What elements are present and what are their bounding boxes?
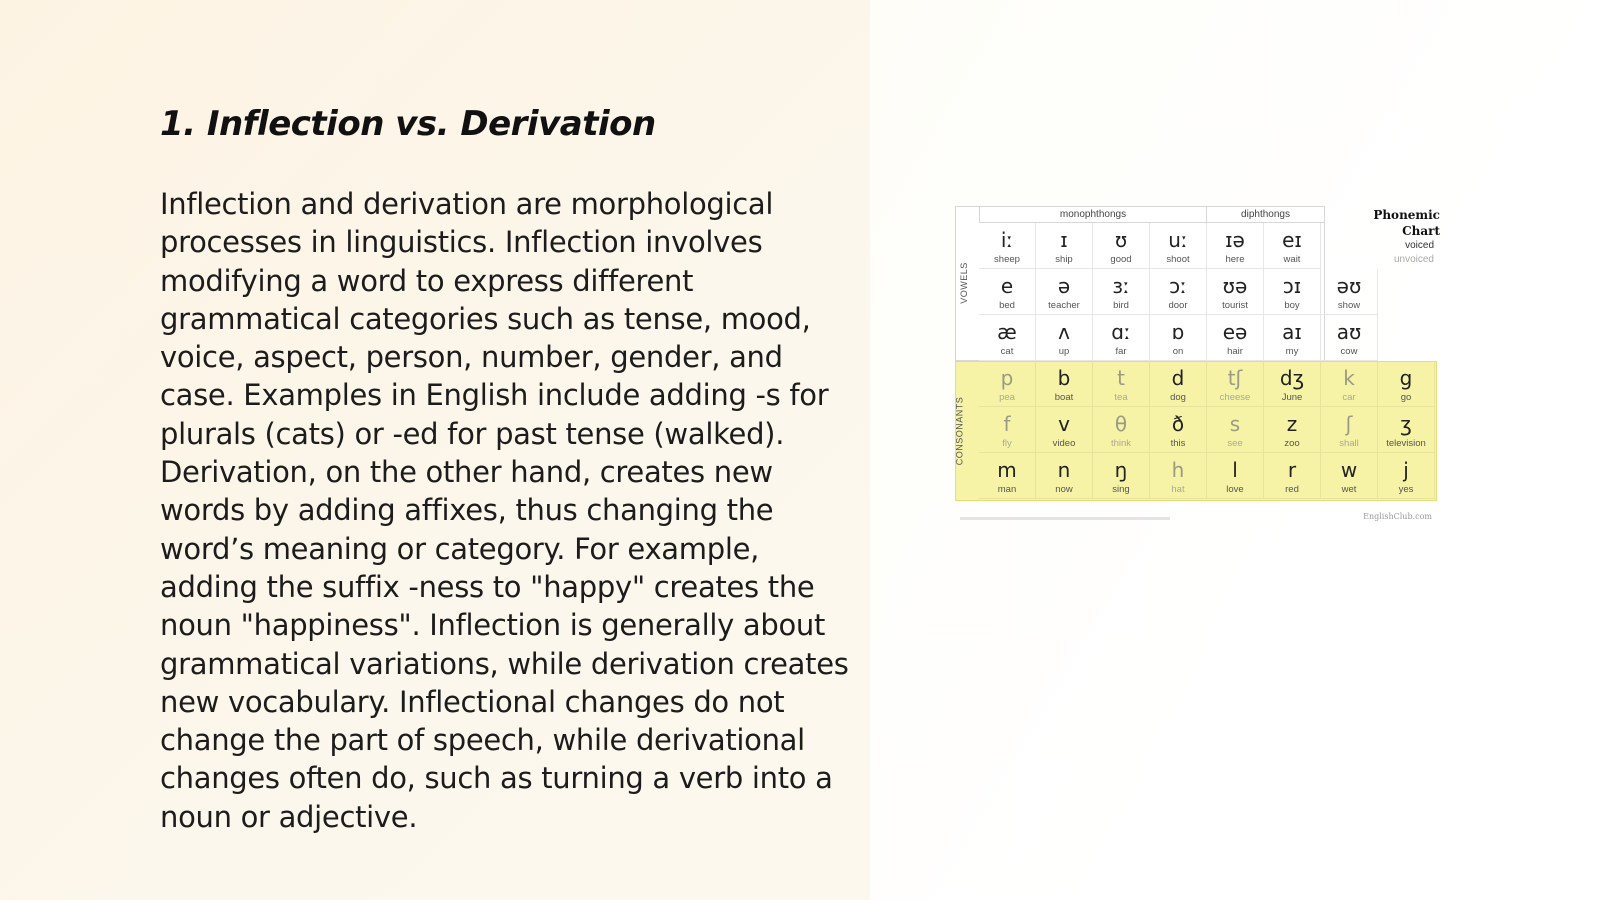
vowel-cell [1150, 223, 1207, 269]
vowel-cell [1207, 223, 1264, 269]
phoneme-symbol: eɪ [1282, 228, 1302, 252]
example-word: wait [1283, 254, 1301, 265]
phoneme-symbol: ʒ [1400, 412, 1412, 436]
vowel-cell [1321, 269, 1378, 315]
phoneme-symbol: w [1340, 458, 1358, 482]
vowel-cell [1207, 315, 1264, 361]
phoneme-symbol: f [1003, 412, 1011, 436]
example-word: door [1168, 300, 1188, 311]
legend-unvoiced: unvoiced [1393, 254, 1434, 265]
consonant-cell [979, 361, 1036, 407]
vowel-cell [979, 315, 1036, 361]
example-word: love [1226, 484, 1244, 495]
consonant-cell [1321, 453, 1378, 499]
example-word: cheese [1219, 392, 1251, 403]
example-word: bed [999, 300, 1015, 311]
phoneme-symbol: dʒ [1279, 366, 1305, 390]
vowel-cell [1150, 315, 1207, 361]
phoneme-symbol: t [1117, 366, 1125, 390]
consonant-cell [1093, 407, 1150, 453]
example-word: far [1115, 346, 1127, 357]
example-word: this [1170, 438, 1186, 449]
example-word: ship [1055, 254, 1073, 265]
example-word: cat [1000, 346, 1014, 357]
example-word: my [1285, 346, 1299, 357]
phoneme-symbol: æ [997, 320, 1017, 344]
example-word: zoo [1284, 438, 1300, 449]
slide-body-text: Inflection and derivation are morphological processes in linguistics. Inflection involves modifying a word to express different grammatical categories such as tense, mood, voice, aspect, person, number, gender, and case. Examples in English include adding -s for plurals (cats) or -ed for past tense (walked). Derivation, on the other hand, creates new words by adding affixes, thus changing the word’s meaning or category. For example, adding the suffix -ness to "happy" creates the noun "happiness". Inflection is generally about grammatical variations, while derivation creates new vocabulary. Inflectional changes do not change the part of speech, while derivational changes often do, such as turning a verb into a noun or adjective. [160, 187, 849, 834]
vowel-cell [1150, 269, 1207, 315]
vowel-cell [1093, 315, 1150, 361]
consonant-cell [1264, 407, 1321, 453]
example-word: show [1337, 300, 1361, 311]
consonant-cell [1093, 361, 1150, 407]
example-word: June [1281, 392, 1303, 403]
consonant-cell [1150, 361, 1207, 407]
phoneme-symbol: ʊ [1114, 228, 1128, 252]
phoneme-symbol: aɪ [1282, 320, 1302, 344]
consonant-cell [1207, 453, 1264, 499]
phoneme-symbol: ʊə [1222, 274, 1248, 298]
example-word: car [1342, 392, 1356, 403]
example-word: video [1052, 438, 1076, 449]
vowel-cell [1264, 315, 1321, 361]
consonant-cell [1150, 453, 1207, 499]
vowel-cell [1036, 223, 1093, 269]
example-word: television [1386, 438, 1426, 449]
example-word: good [1110, 254, 1132, 265]
consonant-cell [979, 407, 1036, 453]
consonant-cell [1036, 361, 1093, 407]
phoneme-symbol: ð [1171, 412, 1185, 436]
consonant-cell [1264, 453, 1321, 499]
label-consonants: CONSONANTS [954, 396, 965, 466]
phoneme-symbol: l [1232, 458, 1238, 482]
header-diphthongs: diphthongs [1206, 207, 1324, 223]
example-word: red [1285, 484, 1299, 495]
consonant-cell [1378, 453, 1435, 499]
example-word: shoot [1166, 254, 1190, 265]
vowel-cell [1321, 315, 1378, 361]
vowel-cell [1207, 269, 1264, 315]
legend-voiced: voiced [1405, 240, 1434, 251]
consonant-cell [1378, 361, 1435, 407]
consonant-cell [1150, 407, 1207, 453]
example-word: tea [1114, 392, 1128, 403]
phoneme-symbol: ɔː [1169, 274, 1187, 298]
vowel-cell [1264, 269, 1321, 315]
example-word: now [1055, 484, 1073, 495]
phoneme-symbol: g [1399, 366, 1413, 390]
consonant-cell [1378, 407, 1435, 453]
consonant-cell [1036, 407, 1093, 453]
phoneme-symbol: v [1058, 412, 1070, 436]
header-monophthongs: monophthongs [979, 207, 1206, 223]
phoneme-symbol: n [1057, 458, 1071, 482]
example-word: bird [1113, 300, 1129, 311]
phoneme-symbol: ɑː [1111, 320, 1131, 344]
example-word: teacher [1048, 300, 1080, 311]
consonant-cell [1207, 407, 1264, 453]
example-word: dog [1170, 392, 1186, 403]
phonemic-chart-image [955, 206, 1440, 526]
example-word: man [997, 484, 1017, 495]
phoneme-symbol: ɜː [1112, 274, 1130, 298]
phoneme-symbol: j [1403, 458, 1409, 482]
example-word: hat [1171, 484, 1185, 495]
vowel-cell [1093, 269, 1150, 315]
example-word: boy [1284, 300, 1300, 311]
consonant-cell [1036, 453, 1093, 499]
example-word: fly [1002, 438, 1012, 449]
example-word: wet [1341, 484, 1357, 495]
phoneme-symbol: h [1171, 458, 1185, 482]
vowel-cell [1036, 315, 1093, 361]
label-vowels: VOWELS [958, 262, 969, 304]
phoneme-symbol: uː [1168, 228, 1188, 252]
consonant-cell [1321, 361, 1378, 407]
vowel-cell [979, 269, 1036, 315]
slide-title: 1. Inflection vs. Derivation [160, 104, 656, 144]
phoneme-symbol: ɪ [1060, 228, 1068, 252]
example-word: go [1400, 392, 1412, 403]
consonant-cell [1207, 361, 1264, 407]
consonant-cell [1264, 361, 1321, 407]
example-word: shall [1339, 438, 1359, 449]
consonant-cell [1093, 453, 1150, 499]
legend-title-phonemic: Phonemic [1373, 208, 1440, 222]
phoneme-symbol: ʌ [1058, 320, 1070, 344]
example-word: sheep [994, 254, 1020, 265]
phoneme-symbol: əʊ [1336, 274, 1362, 298]
phoneme-symbol: b [1057, 366, 1071, 390]
phoneme-symbol: s [1229, 412, 1241, 436]
phoneme-symbol: p [1000, 366, 1014, 390]
phoneme-symbol: ɪə [1225, 228, 1245, 252]
legend-title-chart: Chart [1402, 224, 1440, 238]
phoneme-symbol: ʃ [1345, 412, 1353, 436]
phoneme-symbol: aʊ [1336, 320, 1362, 344]
example-word: see [1227, 438, 1243, 449]
example-word: pea [999, 392, 1015, 403]
phoneme-symbol: ɔɪ [1282, 274, 1302, 298]
phoneme-symbol: m [997, 458, 1017, 482]
phoneme-symbol: ŋ [1114, 458, 1128, 482]
phoneme-symbol: ɒ [1171, 320, 1185, 344]
example-word: think [1110, 438, 1132, 449]
example-word: boat [1054, 392, 1074, 403]
phoneme-symbol: tʃ [1227, 366, 1243, 390]
consonant-cell [1321, 407, 1378, 453]
phoneme-symbol: ə [1057, 274, 1071, 298]
example-word: on [1172, 346, 1184, 357]
example-word: here [1225, 254, 1245, 265]
phoneme-symbol: e [1000, 274, 1014, 298]
phoneme-symbol: d [1171, 366, 1185, 390]
example-word: hair [1227, 346, 1243, 357]
phoneme-symbol: eə [1222, 320, 1248, 344]
consonant-cell [979, 453, 1036, 499]
example-word: cow [1340, 346, 1358, 357]
example-word: yes [1398, 484, 1414, 495]
vowel-cell [1093, 223, 1150, 269]
chart-credit: EnglishClub.com [1363, 512, 1432, 521]
example-word: tourist [1222, 300, 1248, 311]
example-word: sing [1112, 484, 1130, 495]
phoneme-symbol: r [1287, 458, 1297, 482]
vowel-cell [979, 223, 1036, 269]
phoneme-symbol: k [1343, 366, 1355, 390]
chart-bottom-bar [960, 517, 1170, 520]
example-word: up [1058, 346, 1070, 357]
vowel-cell [1264, 223, 1321, 269]
vowel-cell [1036, 269, 1093, 315]
phoneme-symbol: θ [1114, 412, 1128, 436]
phoneme-symbol: z [1286, 412, 1298, 436]
phoneme-symbol: iː [1000, 228, 1014, 252]
